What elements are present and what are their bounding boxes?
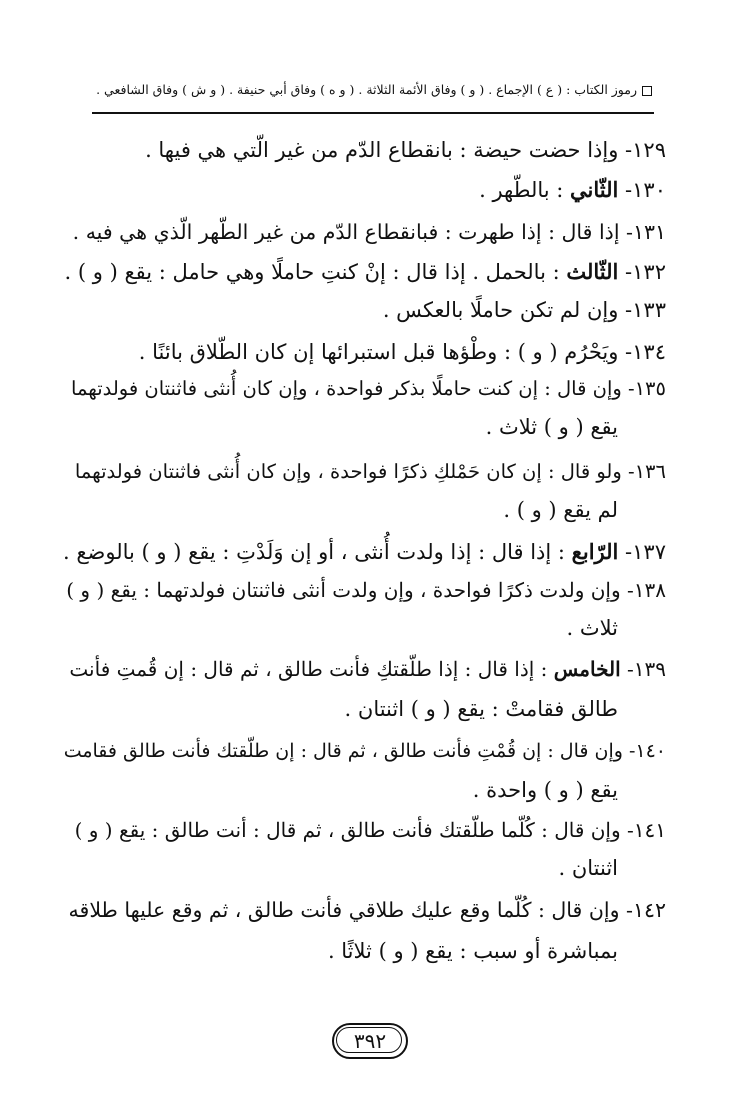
item-number: ١٣٧- [625, 540, 666, 564]
text-line-139-cont: طالق فقامتْ : يقع ( و ) اثنتان . [344, 697, 618, 721]
text-line-136-cont: لم يقع ( و ) . [503, 498, 618, 522]
line-text: : إذا قال : إذا ولدت أُنثى ، أو إن وَلَدْتِ : يقع ( و ) بالوضع . [63, 540, 572, 564]
text-line-142-cont: بمباشرة أو سبب : يقع ( و ) ثلاثًا . [327, 939, 618, 963]
text-line-134: ١٣٤- ويَحْرُم ( و ) : وطْؤها قبل استبرائها إن كان الطّلاق بائنًا . [138, 340, 666, 364]
text-line-136: ١٣٦- ولو قال : إن كان حَمْلكِ ذكرًا فواحدة ، وإن كان أُنثى فاثنتان فولدتهما [74, 460, 666, 483]
page-number-ornament [332, 1023, 408, 1059]
section-keyword: الرّابع [571, 539, 619, 564]
text-line-141: ١٤١- وإن قال : كُلّما طلّقتك فأنت طالق ، ثم قال : أنت طالق : يقع ( و ) [74, 818, 666, 842]
page-number: ٣٩٢ [353, 1029, 387, 1053]
item-number: ١٣٩- [627, 657, 666, 681]
text-line-130 [479, 175, 666, 205]
running-header [92, 80, 652, 100]
text-line-140-cont: يقع ( و ) واحدة . [472, 778, 618, 802]
header-divider [92, 112, 654, 114]
section-keyword: الخامس [553, 657, 621, 681]
text-line-138: ١٣٨- وإن ولدت ذكرًا فواحدة ، وإن ولدت أنثى فاثنتان فولدتهما : يقع ( و ) [66, 578, 666, 602]
text-line-129: ١٢٩- وإذا حضت حيضة : بانقطاع الدّم من غير الّتي هي فيها . [145, 138, 666, 162]
line-text: : بالطّهر . [479, 178, 571, 202]
section-keyword: الثّاني [570, 177, 619, 202]
text-line-135-cont: يقع ( و ) ثلاث . [485, 415, 618, 439]
square-bullet-icon [642, 86, 652, 96]
text-line-139 [69, 654, 666, 684]
line-text: : بالحمل . إذا قال : إنْ كنتِ حاملًا وهي حامل : يقع ( و ) . [64, 260, 567, 284]
item-number: ١٣٠- [625, 178, 666, 202]
text-line-131: ١٣١- إذا قال : إذا طهرت : فبانقطاع الدّم من غير الطّهر الّذي هي فيه . [72, 220, 666, 244]
text-line-140: ١٤٠- وإن قال : إن قُمْتِ فأنت طالق ، ثم قال : إن طلّقتك فأنت طالق فقامت [63, 740, 666, 762]
section-keyword: الثّالث [566, 259, 619, 284]
text-line-135: ١٣٥- وإن قال : إن كنت حاملًا بذكر فواحدة ، وإن كان أُنثى فاثنتان فولدتهما [71, 377, 666, 400]
header-text: رموز الكتاب : ( ع ) الإجماع . ( و ) وفاق الأئمة الثلاثة . ( و ه ) وفاق أبي حنيفة . ( و ش ) وفاق الشافعي . [96, 82, 637, 97]
text-line-137 [63, 537, 666, 567]
text-line-132 [65, 257, 666, 287]
text-line-142: ١٤٢- وإن قال : كُلّما وقع عليك طلاقي فأنت طالق ، ثم وقع عليها طلاقه [68, 898, 666, 922]
item-number: ١٣٢- [625, 260, 666, 284]
line-text: : إذا قال : إذا طلّقتكِ فأنت طالق ، ثم قال : إن قُمتِ فأنت [69, 657, 554, 681]
text-line-138-cont: ثلاث . [566, 616, 618, 640]
text-line-141-cont: اثنتان . [558, 856, 618, 880]
text-line-133: ١٣٣- وإن لم تكن حاملًا بالعكس . [382, 298, 666, 322]
